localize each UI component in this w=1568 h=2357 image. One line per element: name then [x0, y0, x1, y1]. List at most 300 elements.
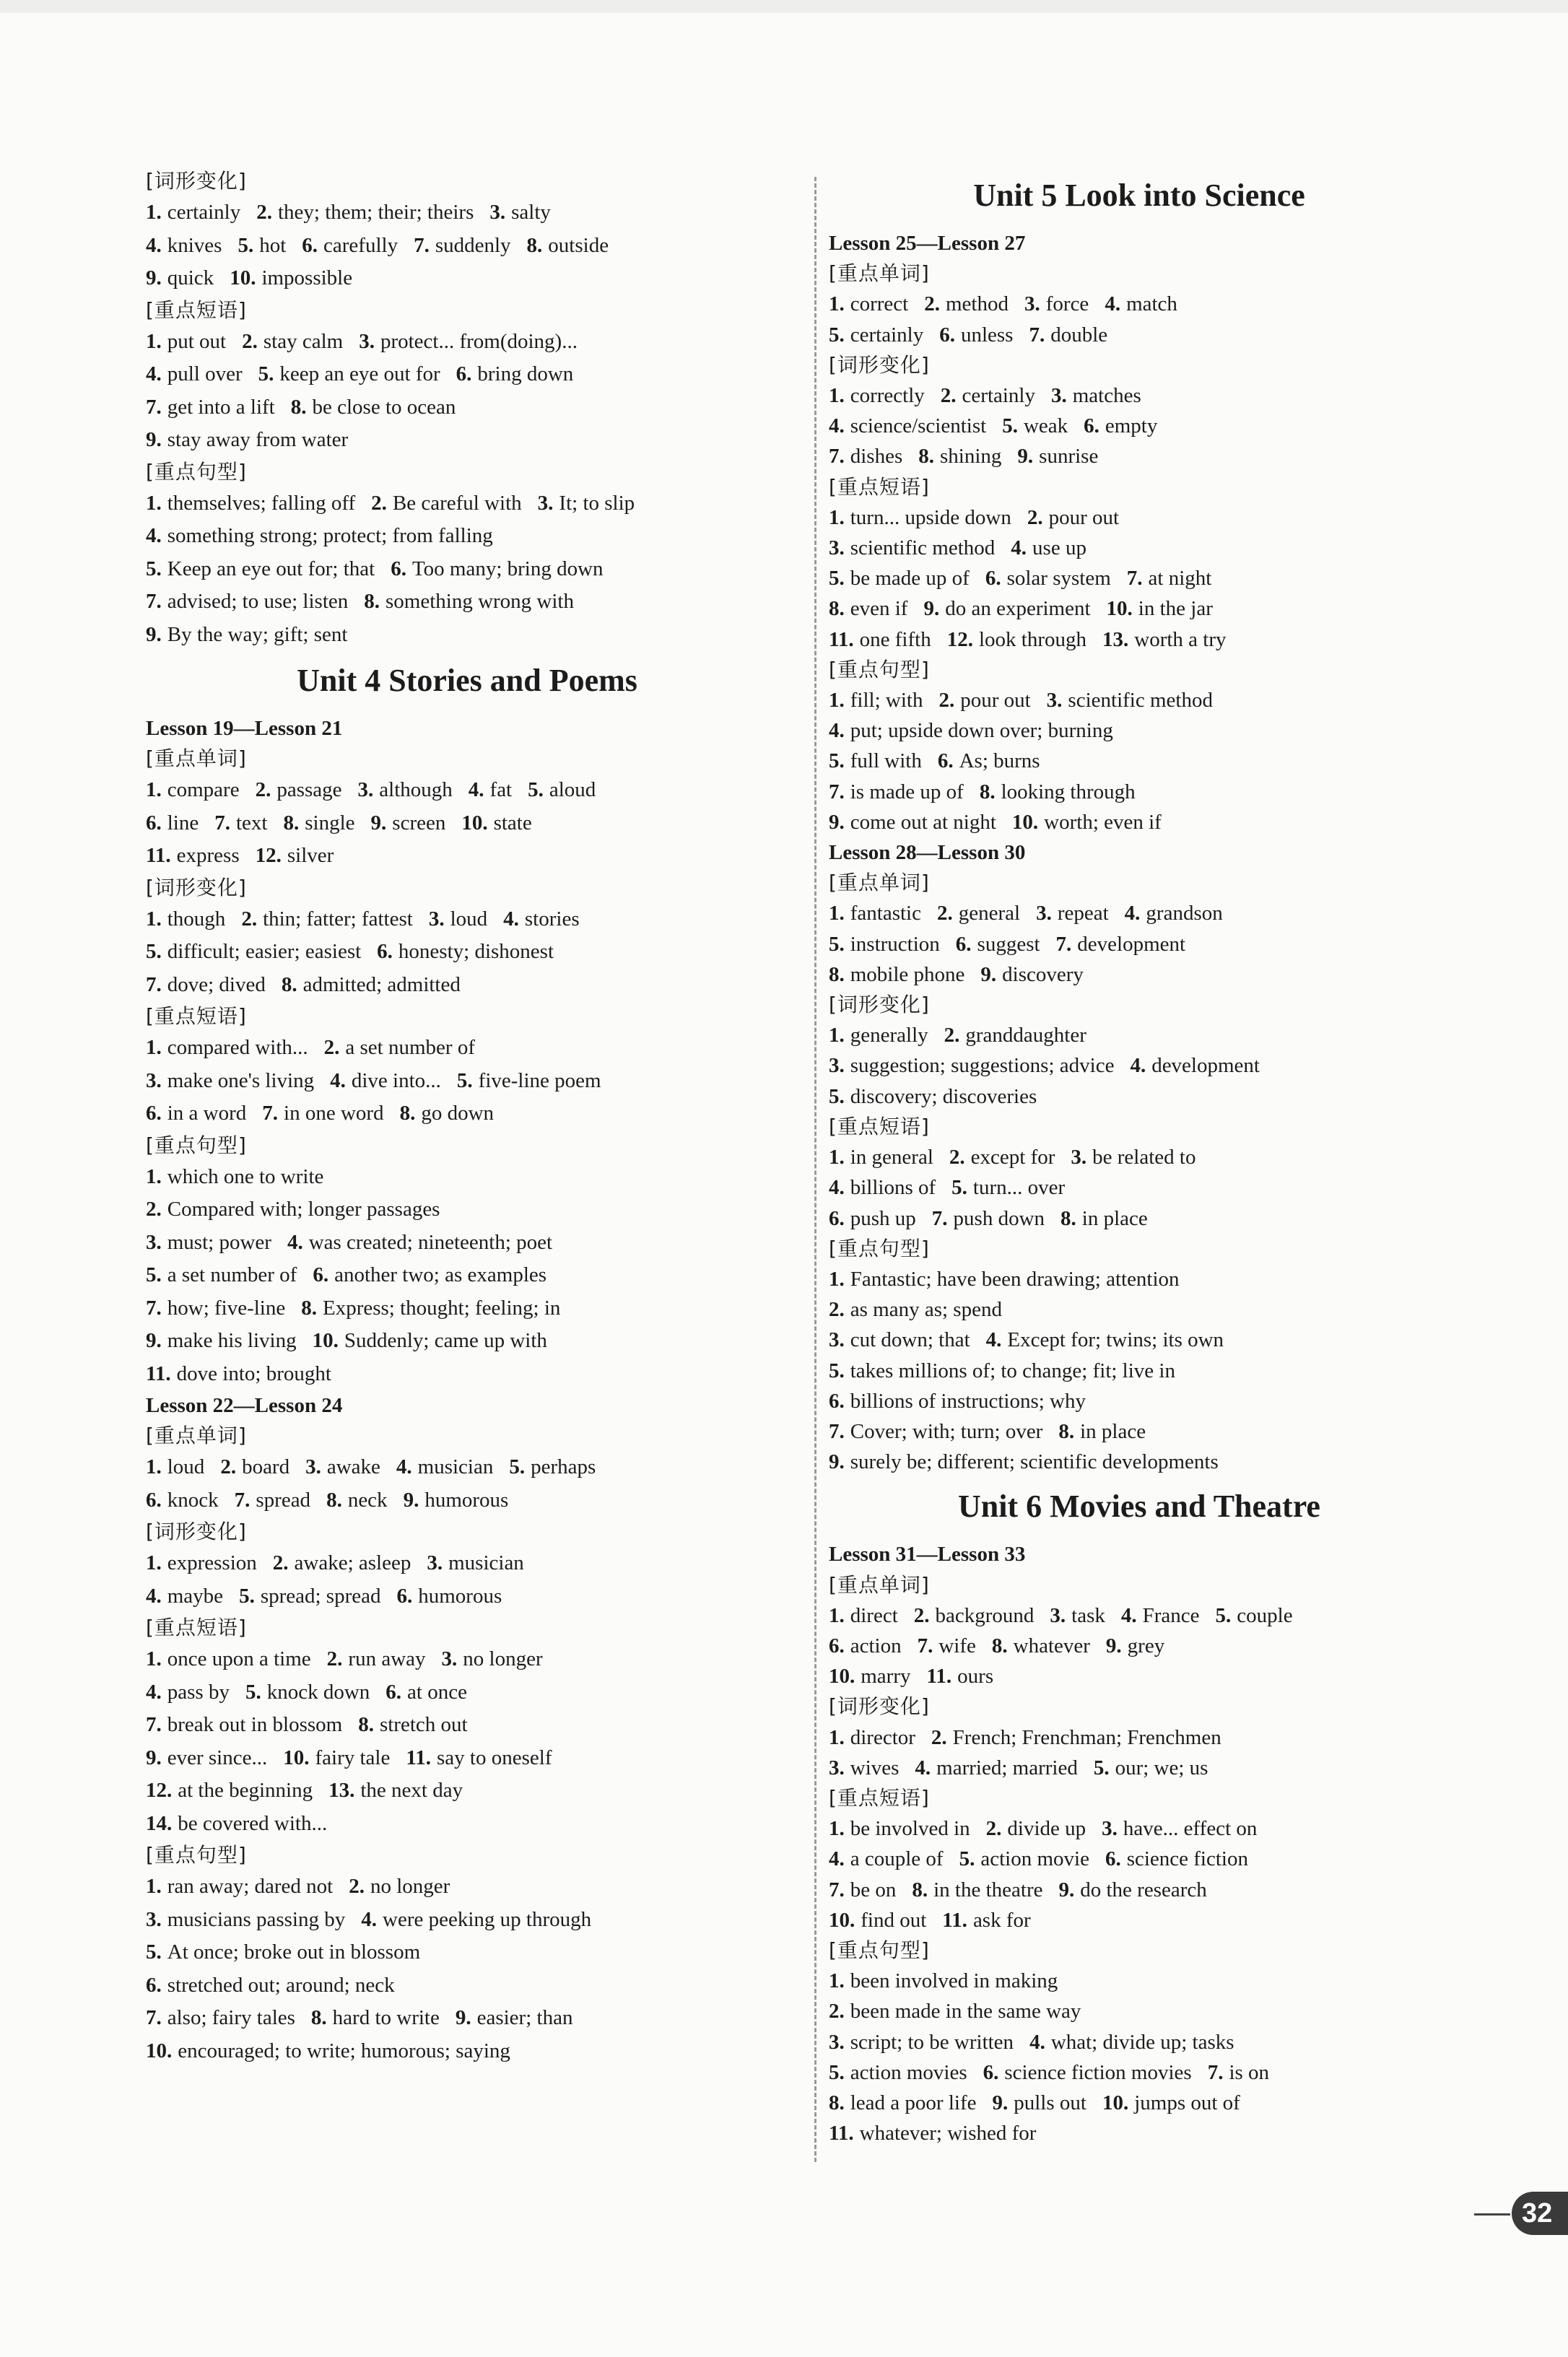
- section-tag: [重点短语]: [146, 297, 247, 322]
- answer-item: [220, 1455, 289, 1478]
- answer-item: [326, 1489, 388, 1512]
- answer-text: By the way; gift; sent: [167, 622, 348, 646]
- answer-text: except for: [970, 1146, 1055, 1169]
- page-number-rule: [1474, 2213, 1510, 2216]
- answer-line: [146, 1547, 788, 1580]
- answer-number: 1.: [829, 505, 845, 529]
- answer-item: [146, 1974, 395, 1997]
- answer-line: [829, 1020, 1450, 1050]
- answer-number: 12.: [146, 1779, 173, 1802]
- answer-number: 3.: [359, 329, 375, 353]
- answer-text: line: [167, 811, 199, 835]
- answer-item: [146, 524, 493, 547]
- answer-text: match: [1126, 292, 1177, 316]
- answer-number: 11.: [146, 844, 171, 867]
- answer-line: [146, 262, 788, 295]
- answer-text: be made up of: [850, 567, 970, 591]
- answer-number: 5.: [829, 749, 845, 773]
- answer-number: 2.: [241, 907, 258, 931]
- answer-line: [829, 1905, 1450, 1935]
- answer-item: [284, 811, 355, 835]
- answer-text: maybe: [167, 1584, 224, 1608]
- answer-item: [146, 811, 199, 835]
- answer-number: 4.: [146, 524, 162, 547]
- section-tag: [重点短语]: [829, 1785, 930, 1810]
- section-tag: [重点单词]: [829, 1572, 930, 1597]
- answer-number: 1.: [146, 201, 162, 224]
- answer-item: [146, 428, 348, 451]
- answer-number: 2.: [242, 329, 258, 353]
- answer-line: [146, 1969, 788, 2003]
- answer-item: [146, 557, 375, 580]
- answer-line: [146, 1032, 788, 1065]
- answer-text: weak: [1023, 414, 1068, 438]
- answer-item: [983, 2061, 1192, 2084]
- answer-text: stories: [524, 907, 580, 931]
- answer-number: 9.: [1105, 1634, 1122, 1657]
- answer-text: screen: [392, 811, 446, 835]
- answer-number: 4.: [287, 1230, 303, 1254]
- answer-text: action movie: [980, 1847, 1089, 1871]
- answer-text: honesty; dishonest: [398, 940, 554, 963]
- answer-text: be close to ocean: [312, 395, 456, 419]
- answer-line: [146, 774, 788, 807]
- answer-text: knives: [167, 233, 222, 257]
- answer-text: Except for; twins; its own: [1007, 1328, 1224, 1352]
- answer-number: 7.: [829, 1419, 845, 1443]
- answer-item: [146, 844, 240, 867]
- answer-text: one fifth: [859, 627, 931, 651]
- answer-number: 5.: [146, 557, 162, 580]
- answer-text: push up: [850, 1206, 916, 1230]
- answer-text: looking through: [1001, 780, 1136, 803]
- answer-item: [146, 1746, 267, 1769]
- answer-text: generally: [850, 1024, 928, 1047]
- answer-text: how; five-line: [167, 1296, 286, 1320]
- answer-item: [923, 597, 1090, 620]
- answer-text: sunrise: [1039, 445, 1099, 469]
- answer-number: 4.: [396, 1455, 412, 1478]
- answer-number: 8.: [991, 1634, 1008, 1657]
- section-tag: [词形变化]: [829, 993, 930, 1017]
- answer-text: break out in blossom: [167, 1713, 343, 1736]
- answer-text: loud: [167, 1455, 205, 1478]
- answer-item: [937, 902, 1020, 925]
- answer-line: [829, 380, 1450, 411]
- answer-number: 8.: [310, 2006, 327, 2029]
- answer-item: [528, 778, 596, 801]
- answer-item: [927, 1665, 994, 1688]
- answer-text: humorous: [418, 1584, 502, 1608]
- answer-line: [829, 959, 1450, 990]
- answer-item: [1094, 1756, 1208, 1779]
- answer-item: [427, 1551, 523, 1574]
- answer-line: [829, 1416, 1450, 1447]
- answer-item: [461, 811, 531, 835]
- answer-item: [359, 330, 578, 353]
- answer-item: [1050, 1604, 1105, 1627]
- answer-text: fat: [489, 778, 513, 801]
- answer-line: [829, 2118, 1450, 2148]
- answer-item: [429, 907, 487, 931]
- answer-text: state: [493, 811, 532, 835]
- answer-text: correctly: [850, 384, 925, 408]
- answer-text: certainly: [167, 201, 241, 224]
- answer-item: [305, 1455, 380, 1478]
- answer-text: another two; as examples: [334, 1263, 547, 1286]
- answer-item: [949, 1146, 1055, 1169]
- answer-number: 4.: [1120, 1603, 1137, 1627]
- answer-text: be involved in: [850, 1817, 970, 1841]
- answer-line: [146, 2035, 788, 2068]
- answer-text: Express; thought; feeling; in: [322, 1296, 561, 1320]
- answer-item: [230, 266, 352, 289]
- answer-number: 2.: [1027, 505, 1043, 529]
- answer-number: 1.: [146, 778, 162, 801]
- answer-text: though: [167, 907, 226, 931]
- answer-number: 6.: [985, 567, 1001, 591]
- answer-number: 2.: [255, 778, 271, 801]
- answer-number: 6.: [983, 2060, 999, 2084]
- answer-text: Be careful with: [392, 491, 522, 515]
- section-tag: [重点短语]: [829, 474, 930, 499]
- answer-number: 11.: [926, 1665, 952, 1689]
- answer-text: solar system: [1006, 567, 1111, 591]
- answer-number: 7.: [917, 1634, 933, 1657]
- answer-text: instruction: [850, 932, 940, 956]
- answer-number: 4.: [330, 1068, 346, 1092]
- answer-item: [829, 1085, 1037, 1108]
- answer-item: [146, 2006, 295, 2029]
- answer-item: [330, 1069, 441, 1092]
- answer-number: 7.: [829, 445, 845, 469]
- answer-text: at once: [407, 1680, 467, 1704]
- answer-item: [829, 1909, 926, 1932]
- answer-number: 6.: [146, 811, 162, 835]
- answer-item: [239, 1585, 380, 1608]
- answer-item: [527, 234, 609, 257]
- answer-text: come out at night: [850, 810, 996, 834]
- answer-text: empty: [1105, 414, 1158, 438]
- answer-item: [829, 2061, 967, 2084]
- answer-number: 7.: [829, 1878, 845, 1901]
- answer-text: It; to slip: [559, 491, 635, 515]
- answer-number: 9.: [923, 597, 940, 621]
- answer-number: 10.: [1106, 597, 1133, 621]
- answer-number: 2.: [985, 1817, 1002, 1841]
- answer-number: 7.: [214, 811, 230, 835]
- answer-number: 11.: [146, 1362, 171, 1385]
- answer-text: mobile phone: [850, 962, 965, 986]
- answer-text: be related to: [1092, 1146, 1196, 1169]
- answer-number: 4.: [361, 1907, 377, 1931]
- answer-line: [146, 230, 788, 263]
- answer-text: granddaughter: [965, 1024, 1086, 1047]
- answer-number: 2.: [936, 902, 953, 925]
- answer-item: [146, 1362, 331, 1385]
- answer-item: [146, 1681, 230, 1704]
- answer-number: 1.: [146, 1164, 162, 1188]
- answer-item: [146, 1585, 223, 1608]
- answer-text: method: [946, 292, 1009, 316]
- answer-text: discovery: [1002, 962, 1084, 986]
- answer-number: 2.: [829, 2000, 845, 2023]
- answer-number: 5.: [146, 1263, 162, 1286]
- answer-text: fantastic: [850, 902, 921, 925]
- answer-text: admitted; admitted: [302, 972, 461, 996]
- answer-number: 7.: [1055, 932, 1072, 956]
- answer-item: [829, 902, 921, 925]
- answer-number: 2.: [829, 1298, 845, 1322]
- answer-text: at night: [1148, 567, 1212, 591]
- answer-number: 3.: [1050, 1603, 1066, 1627]
- answer-number: 7.: [1207, 2060, 1224, 2084]
- answer-number: 5.: [829, 323, 845, 347]
- answer-text: Cover; with; turn; over: [850, 1419, 1043, 1443]
- answer-number: 11.: [942, 1908, 967, 1932]
- answer-item: [311, 2006, 440, 2029]
- answer-number: 11.: [829, 627, 854, 651]
- answer-item: [1102, 2091, 1240, 2114]
- answer-text: married; married: [936, 1756, 1078, 1779]
- answer-text: matches: [1072, 384, 1141, 408]
- answer-item: [947, 628, 1086, 651]
- answer-item: [146, 330, 226, 353]
- answer-text: board: [242, 1455, 290, 1478]
- page-number-tab: [1474, 2187, 1568, 2238]
- answer-number: 6.: [396, 1584, 413, 1608]
- answer-item: [1121, 1604, 1200, 1627]
- answer-number: 3.: [1036, 902, 1052, 925]
- answer-item: [944, 1024, 1086, 1047]
- answer-item: [829, 1298, 1002, 1321]
- answer-line: [829, 746, 1450, 776]
- section-tag: [重点短语]: [146, 1616, 247, 1639]
- answer-text: pour out: [960, 689, 1031, 713]
- answer-text: get into a lift: [167, 395, 275, 419]
- answer-number: 1.: [146, 1551, 162, 1574]
- answer-number: 6.: [146, 1102, 162, 1125]
- answer-number: 12.: [946, 627, 973, 651]
- answer-number: 8.: [399, 1102, 416, 1125]
- answer-text: suggest: [977, 932, 1040, 956]
- answer-text: a set number of: [345, 1036, 475, 1059]
- answer-line: [829, 1264, 1450, 1294]
- answer-item: [829, 1450, 1219, 1473]
- answer-line: [829, 533, 1450, 563]
- answer-item: [951, 1176, 1065, 1199]
- answer-text: general: [958, 902, 1021, 925]
- answer-text: been involved in making: [850, 1969, 1058, 1993]
- answer-number: 5.: [239, 1584, 255, 1608]
- answer-text: dove; dived: [167, 972, 266, 996]
- answer-text: force: [1045, 292, 1089, 316]
- answer-item: [146, 1713, 342, 1736]
- answer-line: [146, 1580, 788, 1613]
- answer-item: [829, 1634, 902, 1657]
- answer-text: easier; than: [476, 2006, 573, 2029]
- answer-number: 1.: [829, 1725, 845, 1749]
- lesson-heading: Lesson 19—Lesson 21: [146, 717, 343, 740]
- answer-text: dove into; brought: [176, 1362, 331, 1385]
- answer-item: [1107, 597, 1213, 620]
- section-tag: [词形变化]: [146, 1520, 247, 1543]
- answer-number: 6.: [386, 1680, 402, 1704]
- answer-number: 8.: [1060, 1206, 1076, 1230]
- answer-line: [829, 715, 1450, 746]
- answer-text: knock down: [266, 1680, 370, 1704]
- answer-line: [146, 1904, 788, 1937]
- answer-item: [1125, 902, 1223, 925]
- answer-item: [146, 973, 266, 996]
- answer-number: 9.: [146, 1746, 162, 1769]
- answer-text: run away: [348, 1647, 426, 1670]
- answer-text: scientific method: [1068, 689, 1213, 713]
- answer-item: [235, 1489, 310, 1512]
- answer-text: billions of instructions; why: [850, 1389, 1086, 1413]
- answer-number: 6.: [829, 1389, 845, 1413]
- answer-item: [1105, 292, 1177, 315]
- section-tag: [词形变化]: [146, 169, 247, 193]
- answer-text: spread: [256, 1488, 311, 1512]
- answer-item: [358, 1713, 467, 1736]
- answer-text: stretched out; around; neck: [167, 1973, 395, 1997]
- section-tag: [重点单词]: [146, 1424, 247, 1447]
- answer-text: musician: [417, 1455, 494, 1478]
- answer-text: awake: [326, 1455, 380, 1478]
- answer-text: in the jar: [1138, 597, 1213, 621]
- answer-line: [146, 1936, 788, 1969]
- answer-text: they; them; their; theirs: [277, 201, 474, 224]
- answer-item: [1102, 628, 1227, 651]
- answer-text: spread; spread: [260, 1584, 381, 1608]
- answer-line: [829, 685, 1450, 715]
- answer-text: musician: [448, 1551, 524, 1574]
- answer-item: [146, 590, 348, 613]
- answer-number: 8.: [364, 590, 380, 613]
- answer-number: 4.: [146, 1680, 162, 1704]
- answer-number: 5.: [528, 778, 544, 801]
- answer-item: [146, 1875, 333, 1898]
- answer-number: 1.: [146, 1875, 162, 1898]
- answer-item: [146, 1779, 313, 1802]
- answer-text: in a word: [167, 1102, 247, 1125]
- answer-text: something strong; protect; from falling: [167, 524, 493, 547]
- answer-text: advised; to use; listen: [167, 590, 349, 613]
- answer-text: repeat: [1057, 902, 1109, 925]
- section-tag: [重点单词]: [146, 746, 247, 770]
- answer-item: [829, 384, 925, 407]
- answer-number: 8.: [829, 962, 845, 986]
- answer-text: say to oneself: [437, 1746, 552, 1769]
- answer-text: be covered with...: [178, 1811, 328, 1835]
- answer-item: [146, 1647, 311, 1670]
- answer-text: unless: [960, 323, 1014, 347]
- answer-item: [942, 1909, 1030, 1932]
- answer-text: task: [1071, 1603, 1105, 1627]
- answer-number: 4.: [146, 233, 162, 257]
- answer-text: lead a poor life: [850, 2091, 977, 2114]
- answer-text: knock: [167, 1488, 219, 1512]
- answer-item: [829, 1268, 1180, 1291]
- answer-text: background: [935, 1603, 1035, 1627]
- answer-line: [146, 520, 788, 553]
- answer-number: 9.: [1017, 445, 1034, 469]
- answer-line: [146, 1193, 788, 1227]
- answer-number: 6.: [829, 1634, 845, 1657]
- answer-item: [371, 811, 446, 835]
- answer-line: [829, 289, 1450, 319]
- answer-item: [456, 362, 574, 385]
- answer-number: 10.: [283, 1746, 310, 1769]
- answer-number: 6.: [456, 362, 472, 385]
- answer-item: [386, 1681, 467, 1704]
- answer-text: salty: [511, 201, 551, 224]
- answer-text: jumps out of: [1134, 2091, 1240, 2114]
- answer-text: passage: [276, 778, 342, 801]
- answer-text: pass by: [167, 1680, 230, 1704]
- answer-line: [146, 1870, 788, 1904]
- answer-item: [1056, 933, 1186, 956]
- answer-number: 8.: [912, 1878, 928, 1901]
- answer-text: carefully: [323, 233, 398, 257]
- answer-item: [829, 567, 970, 590]
- answer-line: [829, 1142, 1450, 1172]
- answer-item: [829, 1024, 928, 1047]
- answer-number: 6.: [955, 932, 972, 956]
- answer-item: [146, 1812, 327, 1835]
- answer-number: 3.: [489, 201, 506, 224]
- answer-item: [324, 1036, 475, 1059]
- answer-number: 6.: [1084, 414, 1099, 438]
- answer-text: At once; broke out in blossom: [167, 1940, 421, 1964]
- answer-text: no longer: [370, 1875, 450, 1898]
- answer-item: [400, 1102, 494, 1125]
- answer-item: [829, 1176, 936, 1199]
- answer-line: [829, 929, 1450, 959]
- answer-number: 7.: [146, 972, 162, 996]
- answer-text: in general: [850, 1146, 933, 1169]
- answer-item: [829, 1420, 1042, 1443]
- answer-number: 2.: [940, 384, 957, 408]
- answer-item: [146, 1069, 314, 1092]
- answer-text: make one's living: [167, 1068, 315, 1092]
- answer-text: put; upside down over; burning: [850, 719, 1113, 743]
- answer-line: [829, 1050, 1450, 1081]
- answer-number: 8.: [979, 780, 996, 803]
- section-tag: [重点句型]: [829, 657, 930, 681]
- answer-line: [829, 898, 1450, 928]
- answer-number: 10.: [312, 1329, 339, 1352]
- answer-text: director: [850, 1725, 915, 1749]
- answer-line: [829, 2027, 1450, 2057]
- answer-number: 1.: [829, 292, 845, 316]
- answer-text: protect... from(doing)...: [380, 329, 578, 353]
- answer-item: [146, 623, 347, 646]
- answer-item: [829, 719, 1113, 742]
- answer-text: science fiction: [1126, 1847, 1248, 1871]
- answer-number: 5.: [456, 1068, 473, 1092]
- answer-text: once upon a time: [167, 1647, 311, 1670]
- answer-line: [829, 1844, 1450, 1874]
- answer-line: [146, 1161, 788, 1194]
- answer-number: 2.: [349, 1875, 365, 1898]
- answer-text: fairy tale: [315, 1746, 391, 1769]
- answer-line: [829, 320, 1450, 350]
- answer-number: 5.: [509, 1455, 526, 1478]
- answer-number: 5.: [245, 1680, 261, 1704]
- answer-item: [442, 1647, 543, 1670]
